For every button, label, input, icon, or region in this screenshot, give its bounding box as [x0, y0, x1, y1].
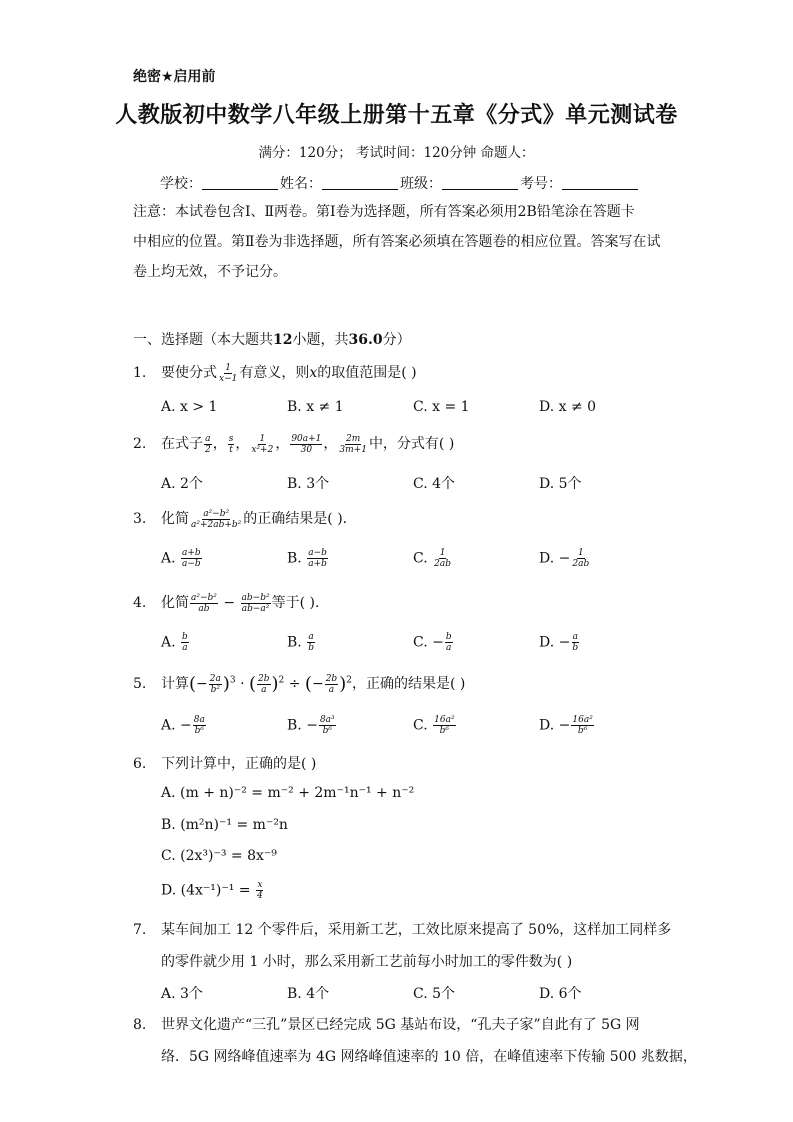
q1-option-a[interactable]: A. x > 1	[161, 399, 218, 415]
student-info	[160, 173, 640, 193]
q5-option-d[interactable]: D. − $\frac{\text{16a²}}{\text{b⁶}}$	[539, 715, 593, 736]
question-2: 2. 在式子 $\frac{a}{2}$ ， $\frac{s}{t}$ ， $\frac{1}{\text{x²+2}}$ ， $\frac{90a+1}{30}$ ， $\frac{2m}{3m+1}$ 中，分式有( )	[133, 433, 455, 455]
fraction: $\frac{1}{\text{x²+2}}$	[251, 433, 274, 455]
fraction: $\frac{90a+1}{30}$	[291, 433, 322, 455]
q7-option-c[interactable]: C. 5个	[413, 986, 456, 1002]
number-label: 考号：	[520, 176, 562, 192]
q4-option-a[interactable]: A. $\frac{b}{a}$	[161, 632, 188, 653]
secret-label: 绝密★启用前	[133, 69, 216, 85]
q2-option-a[interactable]: A. 2个	[161, 476, 203, 492]
q2-option-c[interactable]: C. 4个	[413, 476, 456, 492]
q7-option-a[interactable]: A. 3个	[161, 986, 203, 1002]
q5-option-a[interactable]: A. − $\frac{8a}{\text{b⁶}}$	[161, 715, 205, 736]
question-8-line-2: 络．5G 网络峰值速率为 4G 网络峰值速率的 10 倍，在峰值速率下传输 500 兆数据，	[161, 1049, 697, 1065]
q3-option-a[interactable]: A. $\frac{a+b}{a-b}$	[161, 548, 201, 569]
q3-option-b[interactable]: B. $\frac{a-b}{a+b}$	[287, 548, 327, 569]
q1-option-b[interactable]: B. x ≠ 1	[287, 399, 344, 415]
fraction: $\frac{a}{2}$	[205, 433, 211, 455]
q1-option-c[interactable]: C. x = 1	[413, 399, 470, 415]
question-1: 1. 要使分式 $\frac{1}{x-1}$ 有意义，则x的取值范围是( )	[133, 362, 417, 384]
fraction: $\frac{\text{a²−b²}}{\text{a²+2ab+b²}}$	[191, 508, 242, 530]
q6-option-b[interactable]: B. (m²n)⁻¹ = m⁻²n	[161, 817, 288, 833]
question-7: 7. 某车间加工 12 个零件后，采用新工艺，工效比原来提高了 50%，这样加工同样多	[133, 922, 672, 938]
page-title: 人教版初中数学八年级上册第十五章《分式》单元测试卷	[115, 102, 678, 128]
question-3: 3. 化简 $\frac{\text{a²−b²}}{\text{a²+2ab+b²}}$ 的正确结果是( ).	[133, 508, 348, 530]
fraction: $\frac{1}{x-1}$	[219, 362, 238, 384]
question-8: 8. 世界文化遗产“三孔”景区已经完成 5G 基站布设，“孔夫子家”自此有了 5G 网	[133, 1017, 640, 1033]
q6-option-a[interactable]: A. (m + n)⁻² = m⁻² + 2m⁻¹n⁻¹ + n⁻²	[161, 785, 415, 801]
question-4: 4. 化简 $\frac{\text{a²−b²}}{ab}$ − $\frac{\text{ab−b²}}{\text{ab−a²}}$ 等于( ).	[133, 592, 320, 614]
q7-option-d[interactable]: D. 6个	[539, 986, 582, 1002]
name-label: 姓名：	[280, 176, 322, 192]
exam-note	[133, 197, 663, 287]
fraction: $\frac{\text{ab−b²}}{\text{ab−a²}}$	[241, 592, 270, 614]
q3-option-c[interactable]: C. $\frac{1}{2ab}$	[413, 548, 451, 569]
q6-option-d[interactable]: D. (4x⁻¹)⁻¹ = $\frac{x}{4}$	[161, 880, 263, 901]
name-blank	[322, 175, 398, 190]
q2-option-b[interactable]: B. 3个	[287, 476, 330, 492]
q6-option-c[interactable]: C. (2x³)⁻³ = 8x⁻⁹	[161, 848, 277, 864]
q4-option-c[interactable]: C. − $\frac{b}{a}$	[413, 632, 452, 653]
q4-option-d[interactable]: D. − $\frac{a}{b}$	[539, 632, 579, 653]
school-label: 学校：	[160, 176, 202, 192]
q4-option-b[interactable]: B. $\frac{a}{b}$	[287, 632, 314, 653]
q2-option-d[interactable]: D. 5个	[539, 476, 582, 492]
q5-option-c[interactable]: C. $\frac{\text{16a²}}{\text{b⁶}}$	[413, 715, 455, 736]
fraction: $\frac{2m}{3m+1}$	[339, 433, 367, 455]
note-line-3: 卷上均无效，不予记分。	[133, 264, 287, 280]
section-heading: 一、选择题（本大题共12小题，共36.0分）	[133, 332, 411, 348]
q5-option-b[interactable]: B. − $\frac{\text{8a³}}{\text{b⁶}}$	[287, 715, 335, 736]
question-7-line-2: 的零件就少用 1 小时，那么采用新工艺前每小时加工的零件数为( )	[161, 954, 573, 970]
school-blank	[202, 175, 278, 190]
note-line-1: 注意：本试卷包含Ⅰ、Ⅱ两卷。第Ⅰ卷为选择题，所有答案必须用2B铅笔涂在答题卡	[133, 204, 635, 220]
question-6: 6. 下列计算中，正确的是( )	[133, 756, 317, 772]
note-line-2: 中相应的位置。第Ⅱ卷为非选择题，所有答案必须填在答题卷的相应位置。答案写在试	[133, 234, 661, 250]
q3-option-d[interactable]: D. − $\frac{1}{2ab}$	[539, 548, 590, 569]
exam-meta: 满分：120分； 考试时间：120分钟 命题人：	[258, 145, 535, 161]
class-label: 班级：	[400, 176, 442, 192]
number-blank	[562, 175, 638, 190]
question-5: 5. 计算(− $\frac{2a}{\text{b²}}$ )$^3$ · ( $\frac{2b}{a}$ )$^2$ ÷ (− $\frac{2b}{a}$ )$^2$，正确的结果是( )	[133, 673, 466, 695]
q7-option-b[interactable]: B. 4个	[287, 986, 330, 1002]
class-blank	[442, 175, 518, 190]
fraction: $\frac{s}{t}$	[228, 433, 234, 455]
q1-option-d[interactable]: D. x ≠ 0	[539, 399, 597, 415]
fraction: $\frac{\text{a²−b²}}{ab}$	[191, 592, 217, 614]
